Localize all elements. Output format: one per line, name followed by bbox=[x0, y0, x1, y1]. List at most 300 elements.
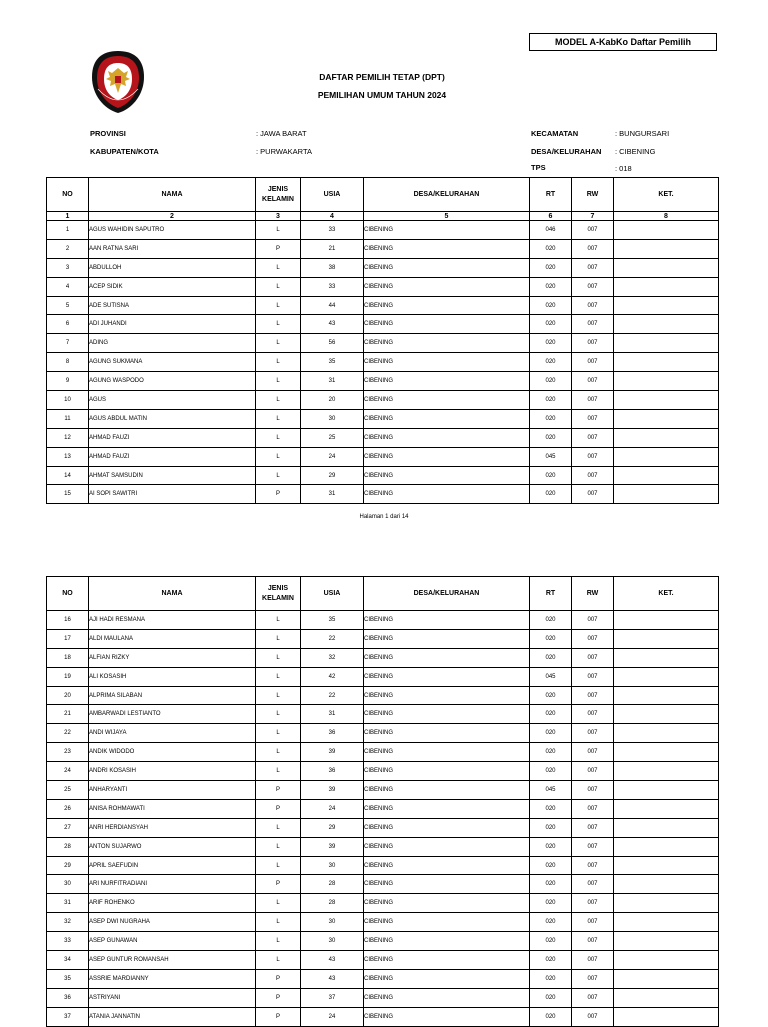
remarks-cell bbox=[614, 315, 719, 334]
table-row bbox=[47, 428, 719, 447]
remarks-cell bbox=[614, 969, 719, 988]
remarks-cell bbox=[614, 485, 719, 504]
rw-cell: 007 bbox=[572, 648, 614, 667]
kecamatan-value: : BUNGURSARI bbox=[615, 129, 670, 138]
page-footer: Halaman 1 dari 14 bbox=[359, 514, 409, 520]
village-cell: CIBENING bbox=[364, 629, 530, 648]
age-cell: 28 bbox=[301, 894, 364, 913]
remarks-cell bbox=[614, 334, 719, 353]
voter-name-cell: AJI HADI RESMANA bbox=[89, 611, 256, 630]
tps-value: : 018 bbox=[615, 164, 632, 173]
rw-cell: 007 bbox=[572, 629, 614, 648]
rt-cell: 020 bbox=[530, 409, 572, 428]
remarks-cell bbox=[614, 856, 719, 875]
remarks-cell bbox=[614, 724, 719, 743]
row-no-cell: 13 bbox=[47, 447, 89, 466]
table-row bbox=[47, 258, 719, 277]
table-row bbox=[47, 762, 719, 781]
table-row bbox=[47, 485, 719, 504]
table-row bbox=[47, 315, 719, 334]
gender-cell: L bbox=[256, 951, 301, 970]
voter-table-page-2 bbox=[46, 576, 719, 1027]
remarks-cell bbox=[614, 667, 719, 686]
voter-name-cell: ARIF ROHENKO bbox=[89, 894, 256, 913]
gender-cell: L bbox=[256, 334, 301, 353]
row-no-cell: 34 bbox=[47, 951, 89, 970]
remarks-cell bbox=[614, 466, 719, 485]
rw-cell: 007 bbox=[572, 409, 614, 428]
rw-cell: 007 bbox=[572, 221, 614, 240]
row-no-cell: 9 bbox=[47, 372, 89, 391]
remarks-cell bbox=[614, 611, 719, 630]
voter-name-cell: ANTON SUJARWO bbox=[89, 837, 256, 856]
village-cell: CIBENING bbox=[364, 837, 530, 856]
age-cell: 42 bbox=[301, 667, 364, 686]
col-header-no: NO bbox=[47, 178, 89, 212]
voter-name-cell: ASEP GUNAWAN bbox=[89, 932, 256, 951]
remarks-cell bbox=[614, 296, 719, 315]
remarks-cell bbox=[614, 875, 719, 894]
age-cell: 31 bbox=[301, 485, 364, 504]
gender-cell: L bbox=[256, 447, 301, 466]
voter-name-cell: ANDI WIJAYA bbox=[89, 724, 256, 743]
rt-cell: 020 bbox=[530, 258, 572, 277]
row-no-cell: 24 bbox=[47, 762, 89, 781]
provinsi-value: : JAWA BARAT bbox=[256, 129, 307, 138]
table-row bbox=[47, 277, 719, 296]
desa-label: DESA/KELURAHAN bbox=[531, 147, 602, 156]
village-cell: CIBENING bbox=[364, 705, 530, 724]
table-row bbox=[47, 334, 719, 353]
row-no-cell: 8 bbox=[47, 353, 89, 372]
kecamatan-label: KECAMATAN bbox=[531, 129, 579, 138]
col-number-8: 8 bbox=[614, 212, 719, 221]
gender-cell: L bbox=[256, 277, 301, 296]
gender-cell: L bbox=[256, 743, 301, 762]
rt-cell: 020 bbox=[530, 277, 572, 296]
rw-cell: 007 bbox=[572, 894, 614, 913]
age-cell: 39 bbox=[301, 743, 364, 762]
rw-cell: 007 bbox=[572, 667, 614, 686]
gender-cell: L bbox=[256, 932, 301, 951]
remarks-cell bbox=[614, 648, 719, 667]
table-row bbox=[47, 391, 719, 410]
rw-cell: 007 bbox=[572, 372, 614, 391]
col-header-rw: RW bbox=[572, 178, 614, 212]
age-cell: 43 bbox=[301, 969, 364, 988]
village-cell: CIBENING bbox=[364, 686, 530, 705]
voter-name-cell: ALDI MAULANA bbox=[89, 629, 256, 648]
age-cell: 29 bbox=[301, 818, 364, 837]
voter-name-cell: AHMAD FAUZI bbox=[89, 447, 256, 466]
rw-cell: 007 bbox=[572, 315, 614, 334]
voter-name-cell: ADING bbox=[89, 334, 256, 353]
rt-cell: 020 bbox=[530, 428, 572, 447]
rt-cell: 020 bbox=[530, 799, 572, 818]
table-row bbox=[47, 875, 719, 894]
row-no-cell: 2 bbox=[47, 239, 89, 258]
gender-cell: L bbox=[256, 724, 301, 743]
row-no-cell: 35 bbox=[47, 969, 89, 988]
row-no-cell: 37 bbox=[47, 1007, 89, 1026]
village-cell: CIBENING bbox=[364, 762, 530, 781]
gender-cell: L bbox=[256, 705, 301, 724]
col-header-usia: USIA bbox=[301, 577, 364, 611]
village-cell: CIBENING bbox=[364, 818, 530, 837]
remarks-cell bbox=[614, 221, 719, 240]
table-row bbox=[47, 818, 719, 837]
village-cell: CIBENING bbox=[364, 799, 530, 818]
gender-cell: P bbox=[256, 988, 301, 1007]
remarks-cell bbox=[614, 277, 719, 296]
village-cell: CIBENING bbox=[364, 334, 530, 353]
village-cell: CIBENING bbox=[364, 296, 530, 315]
village-cell: CIBENING bbox=[364, 239, 530, 258]
rt-cell: 020 bbox=[530, 875, 572, 894]
rt-cell: 020 bbox=[530, 913, 572, 932]
village-cell: CIBENING bbox=[364, 743, 530, 762]
remarks-cell bbox=[614, 391, 719, 410]
rw-cell: 007 bbox=[572, 334, 614, 353]
col-header-ket: KET. bbox=[614, 178, 719, 212]
remarks-cell bbox=[614, 705, 719, 724]
age-cell: 22 bbox=[301, 686, 364, 705]
village-cell: CIBENING bbox=[364, 969, 530, 988]
age-cell: 30 bbox=[301, 409, 364, 428]
rw-cell: 007 bbox=[572, 1007, 614, 1026]
rw-cell: 007 bbox=[572, 611, 614, 630]
document-subtitle: PEMILIHAN UMUM TAHUN 2024 bbox=[317, 90, 447, 100]
village-cell: CIBENING bbox=[364, 875, 530, 894]
rt-cell: 020 bbox=[530, 466, 572, 485]
village-cell: CIBENING bbox=[364, 894, 530, 913]
voter-name-cell: AGUNG WASPODO bbox=[89, 372, 256, 391]
rw-cell: 007 bbox=[572, 875, 614, 894]
col-header-desa: DESA/KELURAHAN bbox=[364, 577, 530, 611]
voter-name-cell: AHMAT SAMSUDIN bbox=[89, 466, 256, 485]
age-cell: 32 bbox=[301, 648, 364, 667]
age-cell: 35 bbox=[301, 353, 364, 372]
gender-cell: L bbox=[256, 818, 301, 837]
row-no-cell: 15 bbox=[47, 485, 89, 504]
age-cell: 29 bbox=[301, 466, 364, 485]
row-no-cell: 36 bbox=[47, 988, 89, 1007]
col-header-nama: NAMA bbox=[89, 577, 256, 611]
col-number-6: 6 bbox=[530, 212, 572, 221]
age-cell: 33 bbox=[301, 221, 364, 240]
remarks-cell bbox=[614, 988, 719, 1007]
age-cell: 22 bbox=[301, 629, 364, 648]
rt-cell: 020 bbox=[530, 1007, 572, 1026]
rw-cell: 007 bbox=[572, 856, 614, 875]
remarks-cell bbox=[614, 743, 719, 762]
rw-cell: 007 bbox=[572, 743, 614, 762]
age-cell: 31 bbox=[301, 705, 364, 724]
row-no-cell: 4 bbox=[47, 277, 89, 296]
village-cell: CIBENING bbox=[364, 724, 530, 743]
rw-cell: 007 bbox=[572, 781, 614, 800]
rt-cell: 020 bbox=[530, 485, 572, 504]
rt-cell: 046 bbox=[530, 221, 572, 240]
remarks-cell bbox=[614, 372, 719, 391]
age-cell: 30 bbox=[301, 856, 364, 875]
table-row bbox=[47, 799, 719, 818]
gender-cell: L bbox=[256, 894, 301, 913]
remarks-cell bbox=[614, 629, 719, 648]
remarks-cell bbox=[614, 686, 719, 705]
voter-name-cell: ASEP DWI NUGRAHA bbox=[89, 913, 256, 932]
gender-cell: P bbox=[256, 875, 301, 894]
kpu-logo-icon bbox=[88, 49, 148, 115]
age-cell: 38 bbox=[301, 258, 364, 277]
rt-cell: 020 bbox=[530, 372, 572, 391]
row-no-cell: 21 bbox=[47, 705, 89, 724]
remarks-cell bbox=[614, 894, 719, 913]
village-cell: CIBENING bbox=[364, 988, 530, 1007]
rt-cell: 020 bbox=[530, 353, 572, 372]
col-header-ket: KET. bbox=[614, 577, 719, 611]
row-no-cell: 27 bbox=[47, 818, 89, 837]
rw-cell: 007 bbox=[572, 988, 614, 1007]
col-header-jenis-kelamin: JENIS KELAMIN bbox=[256, 577, 301, 611]
gender-cell: L bbox=[256, 315, 301, 334]
table-row bbox=[47, 667, 719, 686]
rt-cell: 045 bbox=[530, 667, 572, 686]
rt-cell: 020 bbox=[530, 969, 572, 988]
age-cell: 30 bbox=[301, 913, 364, 932]
village-cell: CIBENING bbox=[364, 353, 530, 372]
table-row bbox=[47, 409, 719, 428]
remarks-cell bbox=[614, 762, 719, 781]
rw-cell: 007 bbox=[572, 485, 614, 504]
rt-cell: 020 bbox=[530, 239, 572, 258]
table-row bbox=[47, 781, 719, 800]
row-no-cell: 18 bbox=[47, 648, 89, 667]
age-cell: 43 bbox=[301, 315, 364, 334]
remarks-cell bbox=[614, 951, 719, 970]
gender-cell: L bbox=[256, 296, 301, 315]
table-row bbox=[47, 296, 719, 315]
village-cell: CIBENING bbox=[364, 485, 530, 504]
voter-name-cell: ALI KOSASIH bbox=[89, 667, 256, 686]
table-row bbox=[47, 239, 719, 258]
rw-cell: 007 bbox=[572, 428, 614, 447]
rw-cell: 007 bbox=[572, 837, 614, 856]
gender-cell: L bbox=[256, 409, 301, 428]
rt-cell: 020 bbox=[530, 686, 572, 705]
remarks-cell bbox=[614, 932, 719, 951]
col-header-nama: NAMA bbox=[89, 178, 256, 212]
table-row bbox=[47, 648, 719, 667]
gender-cell: L bbox=[256, 856, 301, 875]
voter-name-cell: ARI NURFITRADIANI bbox=[89, 875, 256, 894]
voter-name-cell: ACEP SIDIK bbox=[89, 277, 256, 296]
rw-cell: 007 bbox=[572, 818, 614, 837]
voter-name-cell: ABDULLOH bbox=[89, 258, 256, 277]
rw-cell: 007 bbox=[572, 724, 614, 743]
gender-cell: L bbox=[256, 353, 301, 372]
col-number-7: 7 bbox=[572, 212, 614, 221]
voter-name-cell: AI SOPI SAWITRI bbox=[89, 485, 256, 504]
table-row bbox=[47, 353, 719, 372]
gender-cell: P bbox=[256, 781, 301, 800]
rw-cell: 007 bbox=[572, 932, 614, 951]
rw-cell: 007 bbox=[572, 762, 614, 781]
age-cell: 37 bbox=[301, 988, 364, 1007]
village-cell: CIBENING bbox=[364, 913, 530, 932]
table-row bbox=[47, 988, 719, 1007]
village-cell: CIBENING bbox=[364, 315, 530, 334]
voter-name-cell: AAN RATNA SARI bbox=[89, 239, 256, 258]
gender-cell: L bbox=[256, 221, 301, 240]
village-cell: CIBENING bbox=[364, 221, 530, 240]
table-row bbox=[47, 372, 719, 391]
gender-cell: L bbox=[256, 686, 301, 705]
voter-name-cell: ANHARYANTI bbox=[89, 781, 256, 800]
rw-cell: 007 bbox=[572, 277, 614, 296]
rw-cell: 007 bbox=[572, 799, 614, 818]
col-header-no: NO bbox=[47, 577, 89, 611]
form-model-label: MODEL A-KabKo Daftar Pemilih bbox=[529, 33, 717, 51]
village-cell: CIBENING bbox=[364, 781, 530, 800]
age-cell: 56 bbox=[301, 334, 364, 353]
age-cell: 24 bbox=[301, 447, 364, 466]
age-cell: 28 bbox=[301, 875, 364, 894]
table-row bbox=[47, 705, 719, 724]
table-row bbox=[47, 686, 719, 705]
village-cell: CIBENING bbox=[364, 932, 530, 951]
rt-cell: 020 bbox=[530, 296, 572, 315]
row-no-cell: 7 bbox=[47, 334, 89, 353]
row-no-cell: 28 bbox=[47, 837, 89, 856]
voter-name-cell: ANISA ROHMAWATI bbox=[89, 799, 256, 818]
rw-cell: 007 bbox=[572, 391, 614, 410]
row-no-cell: 30 bbox=[47, 875, 89, 894]
village-cell: CIBENING bbox=[364, 447, 530, 466]
gender-cell: L bbox=[256, 913, 301, 932]
voter-name-cell: AMBARWADI LESTIANTO bbox=[89, 705, 256, 724]
village-cell: CIBENING bbox=[364, 372, 530, 391]
remarks-cell bbox=[614, 353, 719, 372]
age-cell: 43 bbox=[301, 951, 364, 970]
age-cell: 24 bbox=[301, 799, 364, 818]
rt-cell: 020 bbox=[530, 837, 572, 856]
col-header-jenis-kelamin: JENIS KELAMIN bbox=[256, 178, 301, 212]
age-cell: 35 bbox=[301, 611, 364, 630]
remarks-cell bbox=[614, 818, 719, 837]
gender-cell: P bbox=[256, 239, 301, 258]
gender-cell: L bbox=[256, 629, 301, 648]
rw-cell: 007 bbox=[572, 686, 614, 705]
remarks-cell bbox=[614, 799, 719, 818]
voter-name-cell: ANDRI KOSASIH bbox=[89, 762, 256, 781]
row-no-cell: 20 bbox=[47, 686, 89, 705]
row-no-cell: 29 bbox=[47, 856, 89, 875]
village-cell: CIBENING bbox=[364, 428, 530, 447]
gender-cell: L bbox=[256, 667, 301, 686]
rt-cell: 020 bbox=[530, 334, 572, 353]
voter-name-cell: ALPRIMA SILABAN bbox=[89, 686, 256, 705]
row-no-cell: 11 bbox=[47, 409, 89, 428]
col-header-desa: DESA/KELURAHAN bbox=[364, 178, 530, 212]
voter-name-cell: AGUS bbox=[89, 391, 256, 410]
gender-cell: P bbox=[256, 1007, 301, 1026]
gender-cell: L bbox=[256, 762, 301, 781]
village-cell: CIBENING bbox=[364, 856, 530, 875]
age-cell: 39 bbox=[301, 781, 364, 800]
gender-cell: L bbox=[256, 258, 301, 277]
age-cell: 33 bbox=[301, 277, 364, 296]
remarks-cell bbox=[614, 781, 719, 800]
village-cell: CIBENING bbox=[364, 258, 530, 277]
table-row bbox=[47, 724, 719, 743]
row-no-cell: 22 bbox=[47, 724, 89, 743]
rw-cell: 007 bbox=[572, 353, 614, 372]
gender-cell: P bbox=[256, 485, 301, 504]
age-cell: 36 bbox=[301, 724, 364, 743]
kabupaten-label: KABUPATEN/KOTA bbox=[90, 147, 159, 156]
rt-cell: 020 bbox=[530, 648, 572, 667]
gender-cell: L bbox=[256, 391, 301, 410]
age-cell: 39 bbox=[301, 837, 364, 856]
kabupaten-value: : PURWAKARTA bbox=[256, 147, 312, 156]
table-row bbox=[47, 743, 719, 762]
voter-name-cell: ALFIAN RIZKY bbox=[89, 648, 256, 667]
age-cell: 36 bbox=[301, 762, 364, 781]
age-cell: 44 bbox=[301, 296, 364, 315]
rt-cell: 020 bbox=[530, 988, 572, 1007]
village-cell: CIBENING bbox=[364, 1007, 530, 1026]
table-row bbox=[47, 611, 719, 630]
rt-cell: 020 bbox=[530, 391, 572, 410]
voter-name-cell: ASEP GUNTUR ROMANSAH bbox=[89, 951, 256, 970]
voter-name-cell: AGUNG SUKMANA bbox=[89, 353, 256, 372]
remarks-cell bbox=[614, 837, 719, 856]
provinsi-label: PROVINSI bbox=[90, 129, 126, 138]
age-cell: 31 bbox=[301, 372, 364, 391]
rt-cell: 020 bbox=[530, 951, 572, 970]
village-cell: CIBENING bbox=[364, 391, 530, 410]
age-cell: 20 bbox=[301, 391, 364, 410]
table-row bbox=[47, 951, 719, 970]
table-row bbox=[47, 466, 719, 485]
rt-cell: 020 bbox=[530, 724, 572, 743]
row-no-cell: 6 bbox=[47, 315, 89, 334]
rt-cell: 020 bbox=[530, 856, 572, 875]
col-number-5: 5 bbox=[364, 212, 530, 221]
voter-name-cell: ATANIA JANNATIN bbox=[89, 1007, 256, 1026]
remarks-cell bbox=[614, 1007, 719, 1026]
rt-cell: 045 bbox=[530, 781, 572, 800]
col-header-rt: RT bbox=[530, 577, 572, 611]
voter-name-cell: APRIL SAEFUDIN bbox=[89, 856, 256, 875]
age-cell: 30 bbox=[301, 932, 364, 951]
table-row bbox=[47, 913, 719, 932]
rt-cell: 020 bbox=[530, 629, 572, 648]
rt-cell: 020 bbox=[530, 705, 572, 724]
row-no-cell: 33 bbox=[47, 932, 89, 951]
table-row bbox=[47, 447, 719, 466]
table-row bbox=[47, 629, 719, 648]
row-no-cell: 19 bbox=[47, 667, 89, 686]
age-cell: 21 bbox=[301, 239, 364, 258]
rw-cell: 007 bbox=[572, 969, 614, 988]
village-cell: CIBENING bbox=[364, 951, 530, 970]
gender-cell: P bbox=[256, 799, 301, 818]
rw-cell: 007 bbox=[572, 258, 614, 277]
table-row bbox=[47, 221, 719, 240]
remarks-cell bbox=[614, 258, 719, 277]
